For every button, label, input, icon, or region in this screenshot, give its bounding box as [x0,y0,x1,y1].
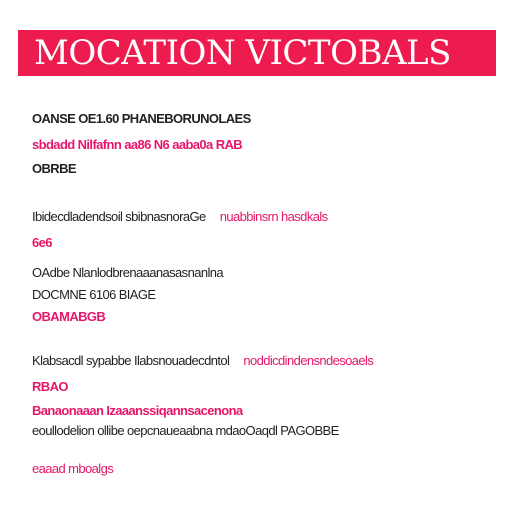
banner-title: MOCATION VICTOBALS [34,33,451,73]
section-4-line-3 [32,404,243,418]
line-text-highlight: noddicdindensndesoaels [243,353,374,368]
section-4-line-1 [32,354,373,368]
section-3-line-1 [32,266,223,280]
section-1-line-3 [32,162,76,176]
section-3-line-2 [32,288,155,302]
line-text: sbdadd Nilfafnn aa86 N6 aaba0a RAB [32,137,243,152]
line-text-highlight: nuabbinsrn hasdkals [219,209,328,224]
line-text: RBAO [32,379,68,394]
line-text: eoullodelion ollibe oepcnaueaabna mdaoOaqdl PAGOBBE [32,423,339,438]
section-1-line-2 [32,138,242,152]
line-text: Ibidecdladendsoil sbibnasnoraGe [32,209,206,224]
section-2-line-1 [32,210,328,224]
section-1-line-1 [32,112,251,126]
line-text: DOCMNE 6106 BIAGE [32,287,156,302]
line-text: OAdbe Nlanlodbrenaaanasasnanlna [32,265,224,280]
section-4-line-4 [32,424,339,438]
section-3-line-3 [32,310,105,324]
line-text: OBRBE [32,161,76,176]
title-banner [18,30,496,76]
section-4-line-2 [32,380,68,394]
line-text: Banaonaaan Izaaanssiqannsacenona [32,403,243,418]
line-text: eaaad mboalgs [32,461,114,476]
line-text: 6e6 [32,235,52,250]
line-text: Klabsacdl sypabbe Ilabsnouadecdntol [32,353,230,368]
line-text: OANSE OE1.60 PHANEBORUNOLAES [32,111,251,126]
line-text: OBAMABGB [32,309,106,324]
section-2-line-2 [32,236,52,250]
section-4-line-5 [32,462,113,476]
